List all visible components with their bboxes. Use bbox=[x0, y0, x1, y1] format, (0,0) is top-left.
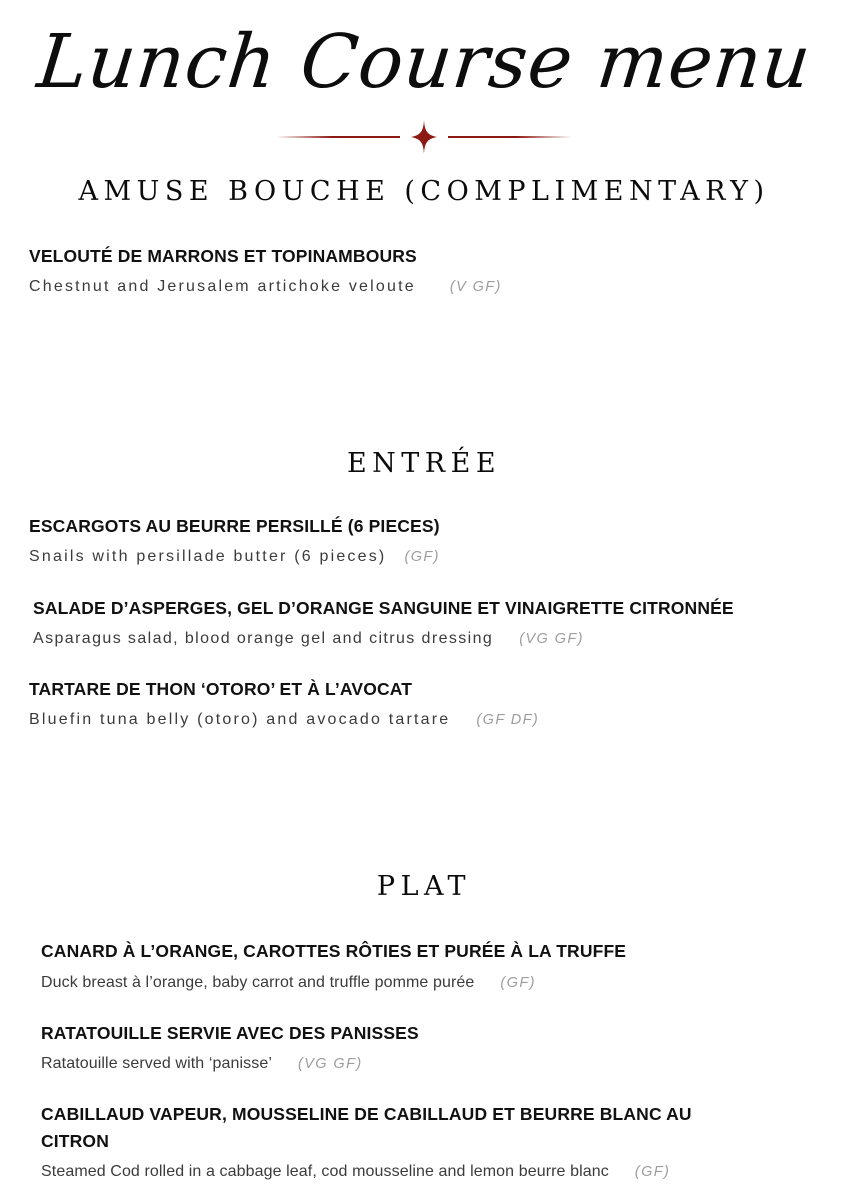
item-name-french: VELOUTÉ DE MARRONS ET TOPINAMBOURS bbox=[29, 245, 417, 266]
menu-item bbox=[0, 1020, 848, 1075]
menu-item bbox=[0, 595, 848, 650]
dietary-tag: (GF) bbox=[634, 1163, 671, 1180]
divider-rule-left bbox=[276, 136, 400, 138]
dietary-tag: (VG GF) bbox=[297, 1056, 363, 1073]
page-title: Lunch Course menu bbox=[33, 19, 816, 105]
item-list-amuse-bouche bbox=[0, 243, 848, 298]
menu-item bbox=[0, 243, 848, 298]
dietary-tag: (GF DF) bbox=[476, 712, 540, 729]
item-description-row bbox=[41, 1160, 848, 1183]
section-heading-amuse-bouche: AMUSE BOUCHE (COMPLIMENTARY) bbox=[78, 175, 770, 207]
item-name-english: Steamed Cod rolled in a cabbage leaf, cod mousseline and lemon beurre blanc bbox=[41, 1162, 609, 1180]
dietary-tag: (VG GF) bbox=[519, 630, 584, 647]
item-name-french: ESCARGOTS AU BEURRE PERSILLÉ (6 PIECES) bbox=[29, 516, 440, 537]
menu-item bbox=[0, 513, 848, 568]
item-name-english: Asparagus salad, blood orange gel and citrus dressing bbox=[33, 629, 494, 647]
item-name-french: CABILLAUD VAPEUR, MOUSSELINE DE CABILLAUD ET BEURRE BLANC AU CITRON bbox=[41, 1104, 692, 1151]
menu-header bbox=[0, 0, 848, 105]
dietary-tag: (GF) bbox=[500, 974, 536, 991]
item-description-row bbox=[33, 627, 848, 650]
item-description-row bbox=[29, 545, 848, 568]
item-description-row bbox=[29, 708, 848, 731]
diamond-star-icon bbox=[411, 120, 437, 154]
divider-rule-right bbox=[448, 136, 572, 138]
divider bbox=[0, 120, 848, 154]
dietary-tag: (V GF) bbox=[449, 278, 502, 295]
item-list-plat bbox=[0, 938, 848, 1183]
item-description-row bbox=[41, 1052, 848, 1075]
section-heading-plat: PLAT bbox=[376, 871, 472, 903]
item-name-french: CANARD À L’ORANGE, CAROTTES RÔTIES ET PURÉE À LA TRUFFE bbox=[41, 941, 627, 962]
item-name-english: Snails with persillade butter (6 pieces) bbox=[29, 548, 387, 566]
item-list-entree bbox=[0, 513, 848, 731]
item-name-french: RATATOUILLE SERVIE AVEC DES PANISSES bbox=[41, 1022, 419, 1043]
item-name-french: TARTARE DE THON ‘OTORO’ ET À L’AVOCAT bbox=[29, 679, 413, 699]
menu-item bbox=[0, 676, 848, 731]
menu-item bbox=[0, 1101, 848, 1183]
item-name-english: Bluefin tuna belly (otoro) and avocado tartare bbox=[29, 711, 451, 729]
item-description-row bbox=[41, 971, 848, 994]
item-name-english: Duck breast à l’orange, baby carrot and truffle pomme purée bbox=[41, 973, 475, 991]
section-heading-entree: ENTRÉE bbox=[346, 448, 502, 480]
dietary-tag: (GF) bbox=[404, 549, 440, 566]
item-description-row bbox=[29, 275, 848, 298]
item-name-french: SALADE D’ASPERGES, GEL D’ORANGE SANGUINE ET VINAIGRETTE CITRONNÉE bbox=[33, 597, 734, 618]
item-name-english: Ratatouille served with ‘panisse’ bbox=[41, 1055, 272, 1073]
item-name-english: Chestnut and Jerusalem artichoke veloute bbox=[29, 277, 416, 295]
menu-item bbox=[0, 938, 848, 993]
